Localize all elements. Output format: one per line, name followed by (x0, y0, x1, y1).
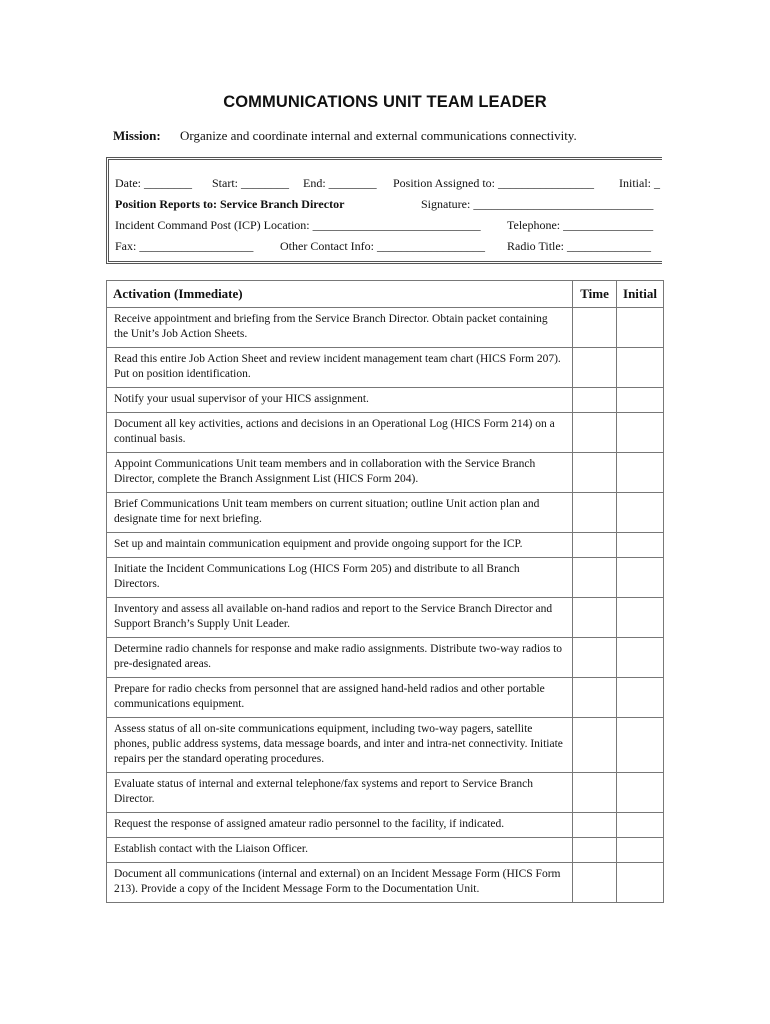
initial-cell[interactable] (617, 453, 664, 493)
initial-cell[interactable] (617, 348, 664, 388)
task-text: Inventory and assess all available on-hand radios and report to the Service Branch Director and Support Branch’s Supply Unit Leader. (107, 598, 573, 638)
icp-location-field[interactable]: Incident Command Post (ICP) Location: ____________________________ (115, 218, 481, 232)
task-text: Determine radio channels for response and make radio assignments. Distribute two-way radios to pre-designated areas. (107, 638, 573, 678)
mission-statement (113, 128, 577, 144)
initial-cell[interactable] (617, 718, 664, 773)
task-text: Document all communications (internal and external) on an Incident Message Form (HICS Form 213). Provide a copy of the Incident Message Form to the Documentation Unit. (107, 863, 573, 903)
end-field[interactable]: End: ________ (303, 176, 377, 190)
task-text: Notify your usual supervisor of your HICS assignment. (107, 388, 573, 413)
time-cell[interactable] (573, 308, 617, 348)
time-cell[interactable] (573, 558, 617, 598)
task-text: Assess status of all on-site communications equipment, including two-way pagers, satellite phones, public address systems, data message boards, and inter and intra-net connectivity. Initiate repairs per the standard operating procedures. (107, 718, 573, 773)
time-cell[interactable] (573, 598, 617, 638)
time-cell[interactable] (573, 348, 617, 388)
task-text: Receive appointment and briefing from the Service Branch Director. Obtain packet containing the Unit’s Job Action Sheets. (107, 308, 573, 348)
table-row (107, 558, 664, 598)
page-title: COMMUNICATIONS UNIT TEAM LEADER (223, 93, 547, 111)
task-text: Initiate the Incident Communications Log (HICS Form 205) and distribute to all Branch Directors. (107, 558, 573, 598)
table-row (107, 598, 664, 638)
time-cell[interactable] (573, 813, 617, 838)
date-field[interactable]: Date: ________ (115, 176, 192, 190)
table-row (107, 678, 664, 718)
time-cell[interactable] (573, 388, 617, 413)
time-cell[interactable] (573, 493, 617, 533)
time-cell[interactable] (573, 678, 617, 718)
task-text: Brief Communications Unit team members on current situation; outline Unit action plan and designate time for next briefing. (107, 493, 573, 533)
position-assigned-field[interactable]: Position Assigned to: ________________ (393, 176, 595, 190)
activation-header: Activation (Immediate) (107, 281, 573, 308)
time-cell[interactable] (573, 718, 617, 773)
task-text: Set up and maintain communication equipment and provide ongoing support for the ICP. (107, 533, 573, 558)
time-cell[interactable] (573, 453, 617, 493)
table-row (107, 638, 664, 678)
time-cell[interactable] (573, 413, 617, 453)
initial-cell[interactable] (617, 533, 664, 558)
fax-field[interactable]: Fax: ___________________ (115, 239, 254, 253)
table-header-row (107, 281, 664, 308)
time-cell[interactable] (573, 863, 617, 903)
start-field[interactable]: Start: ________ (212, 176, 289, 190)
table-row (107, 718, 664, 773)
table-row (107, 773, 664, 813)
task-text: Request the response of assigned amateur radio personnel to the facility, if indicated. (107, 813, 573, 838)
table-row (107, 453, 664, 493)
initial-cell[interactable] (617, 388, 664, 413)
table-row (107, 533, 664, 558)
table-row (107, 348, 664, 388)
time-cell[interactable] (573, 638, 617, 678)
table-row (107, 413, 664, 453)
task-text: Read this entire Job Action Sheet and review incident management team chart (HICS Form 207). Put on position identification. (107, 348, 573, 388)
task-text: Appoint Communications Unit team members and in collaboration with the Service Branch Director, complete the Branch Assignment List (HICS Form 204). (107, 453, 573, 493)
initial-cell[interactable] (617, 598, 664, 638)
initial-cell[interactable] (617, 638, 664, 678)
task-text: Evaluate status of internal and external telephone/fax systems and report to Service Branch Director. (107, 773, 573, 813)
time-cell[interactable] (573, 773, 617, 813)
table-row (107, 493, 664, 533)
time-cell[interactable] (573, 838, 617, 863)
initial-cell[interactable] (617, 838, 664, 863)
table-row (107, 388, 664, 413)
task-text: Establish contact with the Liaison Officer. (107, 838, 573, 863)
task-text: Document all key activities, actions and decisions in an Operational Log (HICS Form 214) on a continual basis. (107, 413, 573, 453)
assignment-info-box (106, 157, 662, 264)
initial-cell[interactable] (617, 863, 664, 903)
initial-cell[interactable] (617, 308, 664, 348)
telephone-field[interactable]: Telephone: _______________ (507, 218, 654, 232)
initial-cell[interactable] (617, 678, 664, 718)
time-header: Time (573, 281, 617, 308)
task-text: Prepare for radio checks from personnel that are assigned hand-held radios and other portable communications equipment. (107, 678, 573, 718)
initial-cell[interactable] (617, 813, 664, 838)
activation-table (106, 280, 664, 903)
initial-cell[interactable] (617, 413, 664, 453)
other-contact-field[interactable]: Other Contact Info: __________________ (280, 239, 485, 253)
time-cell[interactable] (573, 533, 617, 558)
table-row (107, 838, 664, 863)
reports-to-label: Position Reports to: Service Branch Director (115, 197, 345, 211)
initial-field[interactable]: Initial: _ (619, 176, 660, 190)
initial-cell[interactable] (617, 493, 664, 533)
table-row (107, 308, 664, 348)
table-row (107, 863, 664, 903)
initial-header: Initial (617, 281, 664, 308)
initial-cell[interactable] (617, 558, 664, 598)
table-row (107, 813, 664, 838)
signature-field[interactable]: Signature: ______________________________ (421, 197, 654, 211)
mission-text: Organize and coordinate internal and external communications connectivity. (180, 128, 577, 143)
radio-title-field[interactable]: Radio Title: ______________ (507, 239, 652, 253)
initial-cell[interactable] (617, 773, 664, 813)
mission-label: Mission: (113, 128, 161, 143)
